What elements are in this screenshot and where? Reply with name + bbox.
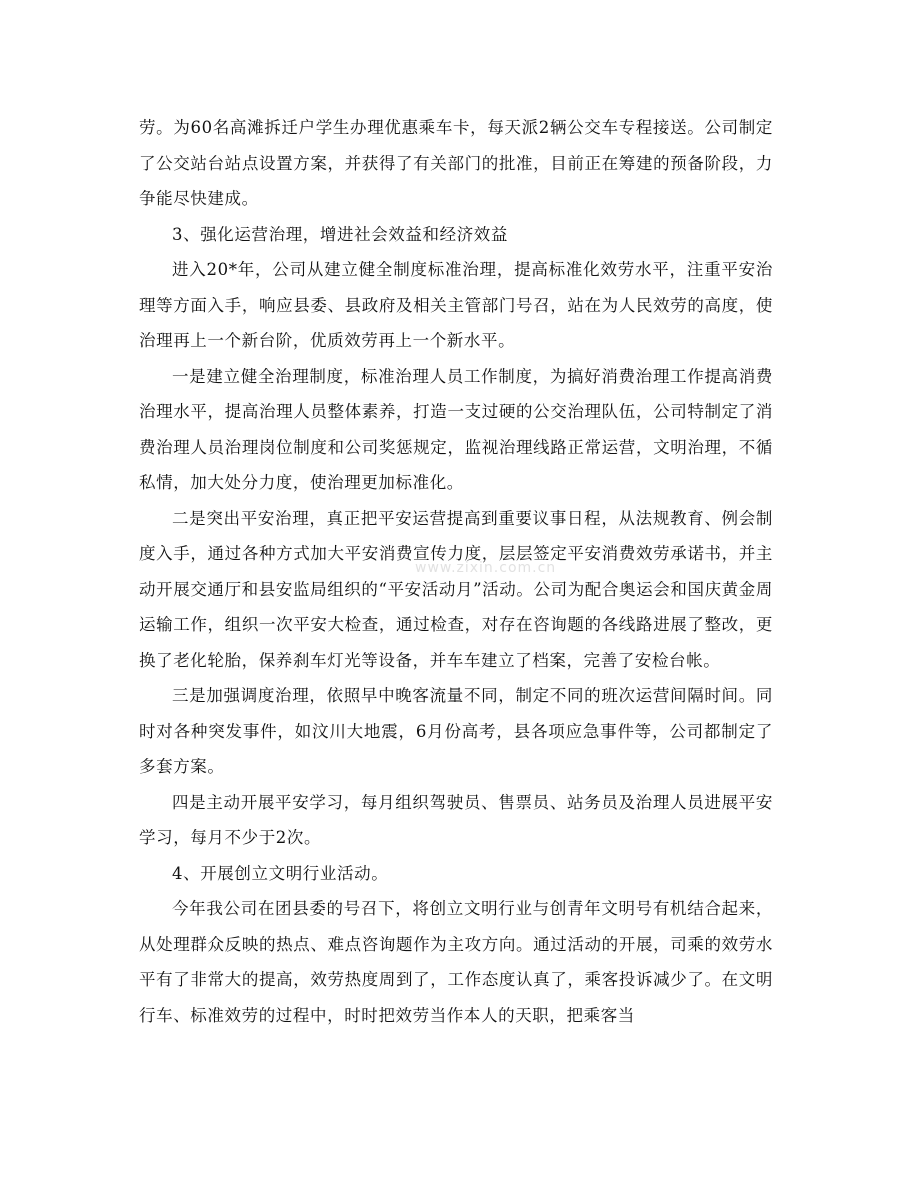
paragraph-intro: 进入20*年，公司从建立健全制度标准治理，提高标准化效劳水平，注重平安治理等方面入手，响应县委、县政府及相关主管部门号召，站在为人民效劳的高度，使治理再上一个新台阶，优质效劳再上一个新水平。 — [139, 260, 773, 350]
paragraph-point-3: 三是加强调度治理，依照早中晚客流量不同，制定不同的班次运营间隔时间。同时对各种突发事件，如汶川大地震，6月份高考，县各项应急事件等，公司都制定了多套方案。 — [139, 686, 773, 776]
paragraph-point-2: 二是突出平安治理，真正把平安运营提高到重要议事日程，从法规教育、例会制度入手，通过各种方式加大平安消费宣传力度，层层签定平安消费效劳承诺书，并主动开展交通厅和县安监局组织的“平安活动月”活动。公司为配合奥运会和国庆黄金周运输工作，组织一次平安大检查，通过检查，对存在咨询题的各线路进展了整改，更换了老化轮胎，保养刹车灯光等设备，并车车建立了档案，完善了安检台帐。 — [139, 508, 773, 670]
section-heading-4: 4、开展创立文明行业活动。 — [172, 863, 389, 883]
paragraph-point-1: 一是建立健全治理制度，标准治理人员工作制度，为搞好消费治理工作提高消费治理水平，提高治理人员整体素养，打造一支过硬的公交治理队伍，公司特制定了消费治理人员治理岗位制度和公司奖惩规定，监视治理线路正常运营，文明治理，不循私情，加大处分力度，使治理更加标准化。 — [139, 366, 773, 492]
document-body — [139, 110, 773, 1033]
paragraph-continued: 劳。为60名高滩拆迁户学生办理优惠乘车卡，每天派2辆公交车专程接送。公司制定了公交站台站点设置方案，并获得了有关部门的批准，目前正在筹建的预备阶段，力争能尽快建成。 — [139, 118, 773, 208]
paragraph-civilization: 今年我公司在团县委的号召下，将创立文明行业与创青年文明号有机结合起来，从处理群众反映的热点、难点咨询题作为主攻方向。通过活动的开展，司乘的效劳水平有了非常大的提高，效劳热度周到了，工作态度认真了，乘客投诉减少了。在文明行车、标准效劳的过程中，时时把效劳当作本人的天职，把乘客当 — [139, 899, 773, 1025]
section-heading-3: 3、强化运营治理，增进社会效益和经济效益 — [172, 224, 508, 244]
paragraph-point-4: 四是主动开展平安学习，每月组织驾驶员、售票员、站务员及治理人员进展平安学习，每月不少于2次。 — [139, 792, 773, 847]
watermark: www.zixin.com.cn — [415, 560, 557, 576]
